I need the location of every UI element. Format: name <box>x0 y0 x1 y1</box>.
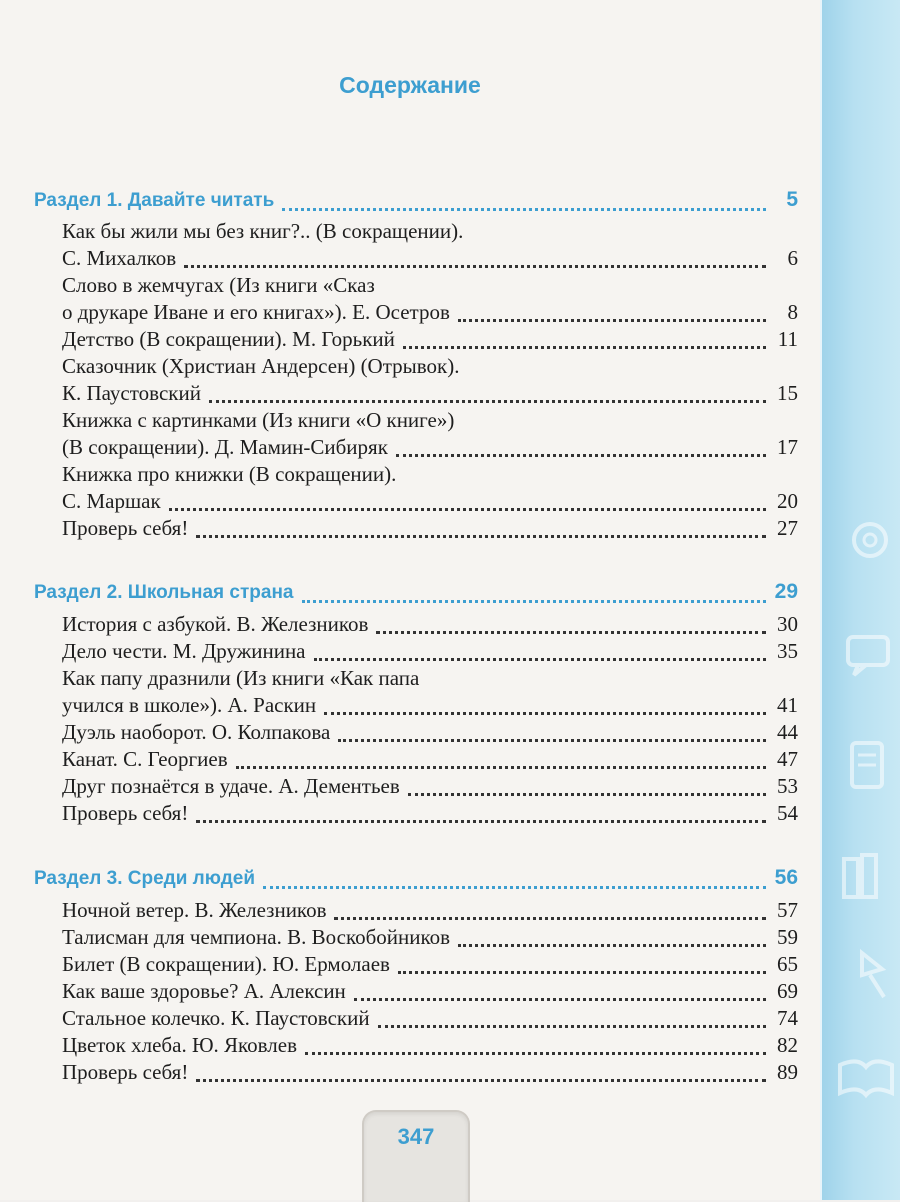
entry-title: Дуэль наоборот. О. Колпакова <box>62 720 331 744</box>
leader-dots <box>398 970 766 974</box>
entry-page: 6 <box>787 246 798 270</box>
toc-entry <box>62 1005 798 1031</box>
toc-entry <box>62 353 798 379</box>
entry-title: Книжка с картинками (Из книги «О книге») <box>62 408 455 432</box>
entry-page: 65 <box>777 952 798 976</box>
leader-dots <box>338 738 766 742</box>
entry-page: 44 <box>777 720 798 744</box>
leader-dots <box>396 453 766 457</box>
toc-entry <box>62 924 798 950</box>
section-page: 29 <box>774 580 798 603</box>
leader-dots <box>196 819 766 823</box>
entry-title: Талисман для чемпиона. В. Воскобойников <box>62 925 451 949</box>
leader-dots <box>196 1078 766 1082</box>
page-number: 347 <box>397 1124 435 1149</box>
section-title: Раздел 2. Школьная страна <box>34 582 294 603</box>
toc-entry <box>62 461 798 487</box>
chat-icon <box>822 615 900 695</box>
leader-dots <box>263 885 766 889</box>
entry-title: Как бы жили мы без книг?.. (В сокращении). <box>62 219 464 243</box>
entry-page: 20 <box>777 489 798 513</box>
entry-page: 59 <box>777 925 798 949</box>
leader-dots <box>403 345 766 349</box>
toc-entry <box>62 746 798 772</box>
section-header-3 <box>34 866 798 892</box>
leader-dots <box>354 997 766 1001</box>
toc-entry <box>62 665 798 691</box>
entry-title: С. Маршак <box>62 489 161 513</box>
entry-page: 30 <box>777 612 798 636</box>
leader-dots <box>169 507 766 511</box>
entry-title: Ночной ветер. В. Железников <box>62 898 327 922</box>
entry-page: 35 <box>777 639 798 663</box>
toc-entry <box>62 515 798 541</box>
toc-entry <box>62 245 798 271</box>
toc-entry <box>62 611 798 637</box>
entry-title: Как ваше здоровье? А. Алексин <box>62 979 346 1003</box>
entry-page: 8 <box>787 300 798 324</box>
leader-dots <box>184 264 766 268</box>
entry-title: Стальное колечко. К. Паустовский <box>62 1006 370 1030</box>
section-title: Раздел 1. Давайте читать <box>34 190 275 211</box>
toc-entry <box>62 1032 798 1058</box>
entry-title: о друкаре Иване и его книгах»). Е. Осетров <box>62 300 450 324</box>
leader-dots <box>334 916 766 920</box>
leader-dots <box>236 765 766 769</box>
toc-entry <box>62 1059 798 1085</box>
leader-dots <box>458 318 766 322</box>
entry-title: Проверь себя! <box>62 1060 189 1084</box>
entry-page: 15 <box>777 381 798 405</box>
decorative-side-strip <box>820 0 900 1200</box>
toc-entry <box>62 897 798 923</box>
toc-entry <box>62 272 798 298</box>
books-icon <box>822 835 900 915</box>
leader-dots <box>314 657 767 661</box>
toc-entry <box>62 978 798 1004</box>
entry-title: Канат. С. Георгиев <box>62 747 228 771</box>
gear-icon <box>822 500 900 580</box>
lamp-icon <box>822 935 900 1015</box>
entry-title: К. Паустовский <box>62 381 201 405</box>
open-book-icon <box>822 1035 900 1115</box>
toc-entry <box>62 326 798 352</box>
entry-title: Проверь себя! <box>62 516 189 540</box>
entry-page: 82 <box>777 1033 798 1057</box>
section-title: Раздел 3. Среди людей <box>34 868 256 889</box>
leader-dots <box>282 207 766 211</box>
toc-entry <box>62 407 798 433</box>
entry-title: учился в школе»). А. Раскин <box>62 693 317 717</box>
section-header-1 <box>34 188 798 214</box>
entry-title: Детство (В сокращении). М. Горький <box>62 327 395 351</box>
entry-title: История с азбукой. В. Железников <box>62 612 369 636</box>
toc-entry <box>62 692 798 718</box>
entry-title: Слово в жемчугах (Из книги «Сказ <box>62 273 375 297</box>
toc-entry <box>62 773 798 799</box>
entry-title: Проверь себя! <box>62 801 189 825</box>
page-title: Содержание <box>339 72 481 98</box>
leader-dots <box>324 711 766 715</box>
toc-entry <box>62 800 798 826</box>
entry-page: 53 <box>777 774 798 798</box>
entry-title: Сказочник (Христиан Андерсен) (Отрывок). <box>62 354 460 378</box>
toc-entry <box>62 434 798 460</box>
leader-dots <box>408 792 766 796</box>
entry-page: 11 <box>777 327 798 351</box>
leader-dots <box>305 1051 766 1055</box>
leader-dots <box>378 1024 766 1028</box>
entry-page: 47 <box>777 747 798 771</box>
entry-page: 41 <box>777 693 798 717</box>
entry-page: 74 <box>777 1006 798 1030</box>
entry-title: Друг познаётся в удаче. А. Дементьев <box>62 774 400 798</box>
leader-dots <box>196 534 766 538</box>
entry-page: 69 <box>777 979 798 1003</box>
section-page: 5 <box>786 188 798 211</box>
leader-dots <box>209 399 766 403</box>
entry-page: 27 <box>777 516 798 540</box>
entry-title: Билет (В сокращении). Ю. Ермолаев <box>62 952 390 976</box>
entry-title: Книжка про книжки (В сокращении). <box>62 462 397 486</box>
entry-page: 54 <box>777 801 798 825</box>
entry-title: С. Михалков <box>62 246 177 270</box>
leader-dots <box>376 630 766 634</box>
section-page: 56 <box>774 866 798 889</box>
entry-page: 57 <box>777 898 798 922</box>
toc-entry <box>62 299 798 325</box>
toc-entry <box>62 218 798 244</box>
toc-entry <box>62 951 798 977</box>
toc-entry <box>62 488 798 514</box>
entry-title: Как папу дразнили (Из книги «Как папа <box>62 666 420 690</box>
toc-entry <box>62 719 798 745</box>
entry-page: 17 <box>777 435 798 459</box>
leader-dots <box>302 599 767 603</box>
scroll-icon <box>822 725 900 805</box>
toc-entry <box>62 380 798 406</box>
section-header-2 <box>34 580 798 606</box>
entry-page: 89 <box>777 1060 798 1084</box>
leader-dots <box>458 943 766 947</box>
entry-title: Дело чести. М. Дружинина <box>62 639 306 663</box>
entry-title: Цветок хлеба. Ю. Яковлев <box>62 1033 298 1057</box>
toc-entry <box>62 638 798 664</box>
entry-title: (В сокращении). Д. Мамин-Сибиряк <box>62 435 388 459</box>
